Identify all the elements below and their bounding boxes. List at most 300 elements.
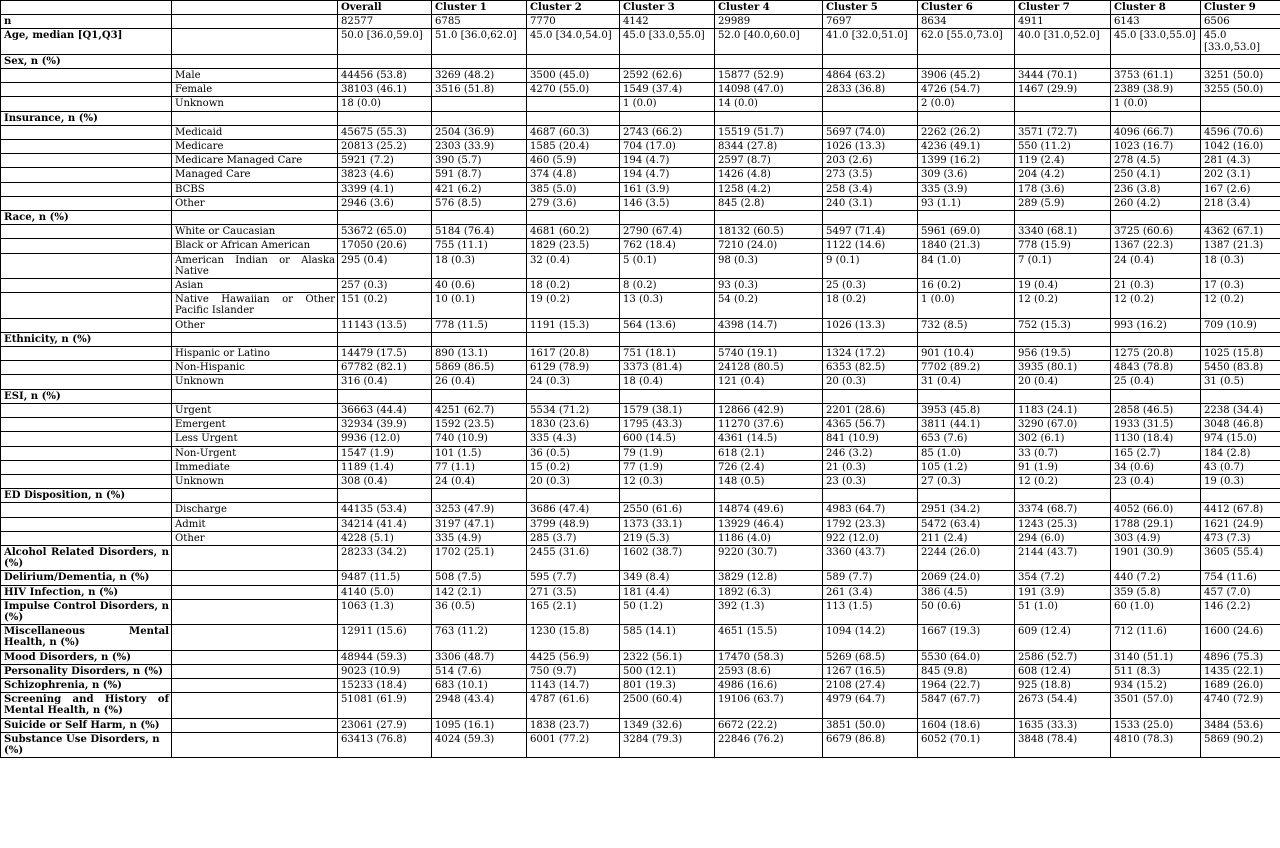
value-cell: 2144 (43.7) bbox=[1015, 545, 1111, 570]
value-cell: 3906 (45.2) bbox=[918, 69, 1015, 83]
row-sublabel bbox=[172, 211, 338, 225]
value-cell: 9 (0.1) bbox=[823, 253, 918, 278]
value-cell bbox=[1015, 97, 1111, 111]
value-cell: 801 (19.3) bbox=[620, 678, 715, 692]
value-cell: 281 (4.3) bbox=[1201, 154, 1280, 168]
row-label bbox=[1, 69, 172, 83]
value-cell: 585 (14.1) bbox=[620, 625, 715, 650]
value-cell: 3360 (43.7) bbox=[823, 545, 918, 570]
value-cell: 77 (1.1) bbox=[432, 460, 527, 474]
value-cell: 1579 (38.1) bbox=[620, 403, 715, 417]
value-cell: 1549 (37.4) bbox=[620, 83, 715, 97]
row-sublabel: Discharge bbox=[172, 503, 338, 517]
value-cell: 19106 (63.7) bbox=[715, 693, 823, 718]
value-cell: 28233 (34.2) bbox=[338, 545, 432, 570]
row-label bbox=[1, 432, 172, 446]
value-cell: 13 (0.3) bbox=[620, 293, 715, 318]
value-cell: 591 (8.7) bbox=[432, 168, 527, 182]
value-cell: 2238 (34.4) bbox=[1201, 403, 1280, 417]
value-cell: 751 (18.1) bbox=[620, 347, 715, 361]
value-cell: 1547 (1.9) bbox=[338, 446, 432, 460]
header-sublabel-cell bbox=[172, 1, 338, 15]
value-cell: 36 (0.5) bbox=[527, 446, 620, 460]
value-cell: 93 (0.3) bbox=[715, 279, 823, 293]
value-cell: 1 (0.0) bbox=[620, 97, 715, 111]
value-cell: 2504 (36.9) bbox=[432, 125, 527, 139]
value-cell: 600 (14.5) bbox=[620, 432, 715, 446]
table-row bbox=[1, 625, 1280, 650]
value-cell: 1230 (15.8) bbox=[527, 625, 620, 650]
column-header: Overall bbox=[338, 1, 432, 15]
value-cell: 2673 (54.4) bbox=[1015, 693, 1111, 718]
table-row bbox=[1, 418, 1280, 432]
value-cell: 4911 bbox=[1015, 15, 1111, 29]
value-cell: 712 (11.6) bbox=[1111, 625, 1201, 650]
value-cell: 5921 (7.2) bbox=[338, 154, 432, 168]
value-cell: 595 (7.7) bbox=[527, 571, 620, 585]
value-cell bbox=[620, 389, 715, 403]
value-cell: 2743 (66.2) bbox=[620, 125, 715, 139]
value-cell bbox=[1201, 54, 1280, 68]
value-cell: 34 (0.6) bbox=[1111, 460, 1201, 474]
value-cell: 44135 (53.4) bbox=[338, 503, 432, 517]
row-sublabel bbox=[172, 545, 338, 570]
row-label bbox=[1, 474, 172, 488]
row-sublabel: Medicare bbox=[172, 140, 338, 154]
value-cell: 29989 bbox=[715, 15, 823, 29]
value-cell: 1324 (17.2) bbox=[823, 347, 918, 361]
value-cell: 23 (0.4) bbox=[1111, 474, 1201, 488]
value-cell: 1830 (23.6) bbox=[527, 418, 620, 432]
value-cell: 21 (0.3) bbox=[1111, 279, 1201, 293]
value-cell: 45.0 [34.0,54.0] bbox=[527, 29, 620, 54]
table-row bbox=[1, 347, 1280, 361]
value-cell: 1838 (23.7) bbox=[527, 718, 620, 732]
value-cell bbox=[823, 389, 918, 403]
value-cell: 51.0 [36.0,62.0] bbox=[432, 29, 527, 54]
value-cell: 4270 (55.0) bbox=[527, 83, 620, 97]
value-cell: 618 (2.1) bbox=[715, 446, 823, 460]
value-cell bbox=[1111, 111, 1201, 125]
column-header: Cluster 8 bbox=[1111, 1, 1201, 15]
value-cell bbox=[1111, 332, 1201, 346]
value-cell bbox=[432, 489, 527, 503]
value-cell: 93 (1.1) bbox=[918, 196, 1015, 210]
value-cell: 4979 (64.7) bbox=[823, 693, 918, 718]
value-cell: 54 (0.2) bbox=[715, 293, 823, 318]
value-cell: 514 (7.6) bbox=[432, 664, 527, 678]
value-cell: 740 (10.9) bbox=[432, 432, 527, 446]
value-cell: 421 (6.2) bbox=[432, 182, 527, 196]
column-header: Cluster 1 bbox=[432, 1, 527, 15]
value-cell: 285 (3.7) bbox=[527, 531, 620, 545]
value-cell bbox=[1201, 97, 1280, 111]
table-row bbox=[1, 182, 1280, 196]
value-cell: 3686 (47.4) bbox=[527, 503, 620, 517]
value-cell bbox=[918, 111, 1015, 125]
value-cell: 6672 (22.2) bbox=[715, 718, 823, 732]
value-cell: 7 (0.1) bbox=[1015, 253, 1111, 278]
value-cell bbox=[823, 97, 918, 111]
value-cell: 374 (4.8) bbox=[527, 168, 620, 182]
value-cell: 7697 bbox=[823, 15, 918, 29]
value-cell: 1042 (16.0) bbox=[1201, 140, 1280, 154]
value-cell: 3284 (79.3) bbox=[620, 732, 715, 757]
value-cell: 5740 (19.1) bbox=[715, 347, 823, 361]
table-row bbox=[1, 571, 1280, 585]
value-cell bbox=[432, 111, 527, 125]
value-cell: 101 (1.5) bbox=[432, 446, 527, 460]
value-cell: 2069 (24.0) bbox=[918, 571, 1015, 585]
row-label bbox=[1, 239, 172, 253]
value-cell: 5869 (90.2) bbox=[1201, 732, 1280, 757]
value-cell: 146 (3.5) bbox=[620, 196, 715, 210]
row-sublabel: Less Urgent bbox=[172, 432, 338, 446]
value-cell bbox=[527, 54, 620, 68]
value-cell bbox=[918, 389, 1015, 403]
value-cell: 609 (12.4) bbox=[1015, 625, 1111, 650]
value-cell: 36 (0.5) bbox=[432, 599, 527, 624]
value-cell: 24 (0.3) bbox=[527, 375, 620, 389]
table-row bbox=[1, 125, 1280, 139]
row-label bbox=[1, 83, 172, 97]
value-cell: 25 (0.3) bbox=[823, 279, 918, 293]
value-cell: 1373 (33.1) bbox=[620, 517, 715, 531]
row-sublabel bbox=[172, 571, 338, 585]
value-cell bbox=[527, 111, 620, 125]
value-cell bbox=[715, 111, 823, 125]
value-cell: 18 (0.3) bbox=[1201, 253, 1280, 278]
value-cell: 2790 (67.4) bbox=[620, 225, 715, 239]
value-cell: 151 (0.2) bbox=[338, 293, 432, 318]
value-cell: 440 (7.2) bbox=[1111, 571, 1201, 585]
value-cell: 1792 (23.3) bbox=[823, 517, 918, 531]
row-sublabel bbox=[172, 732, 338, 757]
table-row bbox=[1, 650, 1280, 664]
row-sublabel: Other bbox=[172, 196, 338, 210]
value-cell: 4096 (66.7) bbox=[1111, 125, 1201, 139]
value-cell: 576 (8.5) bbox=[432, 196, 527, 210]
table-row bbox=[1, 196, 1280, 210]
row-sublabel: Black or African American bbox=[172, 239, 338, 253]
row-sublabel: White or Caucasian bbox=[172, 225, 338, 239]
value-cell: 5 (0.1) bbox=[620, 253, 715, 278]
value-cell: 51081 (61.9) bbox=[338, 693, 432, 718]
value-cell bbox=[1015, 54, 1111, 68]
row-label: Miscellaneous Mental Health, n (%) bbox=[1, 625, 172, 650]
value-cell: 60 (1.0) bbox=[1111, 599, 1201, 624]
value-cell bbox=[1015, 332, 1111, 346]
value-cell: 26 (0.4) bbox=[432, 375, 527, 389]
value-cell: 3848 (78.4) bbox=[1015, 732, 1111, 757]
header-label-cell bbox=[1, 1, 172, 15]
value-cell: 2389 (38.9) bbox=[1111, 83, 1201, 97]
row-label bbox=[1, 293, 172, 318]
table-row bbox=[1, 83, 1280, 97]
value-cell: 15 (0.2) bbox=[527, 460, 620, 474]
value-cell: 7770 bbox=[527, 15, 620, 29]
value-cell: 473 (7.3) bbox=[1201, 531, 1280, 545]
value-cell: 4398 (14.7) bbox=[715, 318, 823, 332]
value-cell: 4140 (5.0) bbox=[338, 585, 432, 599]
value-cell: 14874 (49.6) bbox=[715, 503, 823, 517]
row-label: Mood Disorders, n (%) bbox=[1, 650, 172, 664]
value-cell: 2201 (28.6) bbox=[823, 403, 918, 417]
table-row bbox=[1, 318, 1280, 332]
value-cell: 257 (0.3) bbox=[338, 279, 432, 293]
value-cell: 15233 (18.4) bbox=[338, 678, 432, 692]
value-cell: 754 (11.6) bbox=[1201, 571, 1280, 585]
value-cell bbox=[1015, 389, 1111, 403]
value-cell: 4052 (66.0) bbox=[1111, 503, 1201, 517]
value-cell: 1243 (25.3) bbox=[1015, 517, 1111, 531]
value-cell: 165 (2.1) bbox=[527, 599, 620, 624]
value-cell bbox=[823, 332, 918, 346]
value-cell: 974 (15.0) bbox=[1201, 432, 1280, 446]
value-cell: 1143 (14.7) bbox=[527, 678, 620, 692]
value-cell: 762 (18.4) bbox=[620, 239, 715, 253]
value-cell: 653 (7.6) bbox=[918, 432, 1015, 446]
row-sublabel: Hispanic or Latino bbox=[172, 347, 338, 361]
value-cell bbox=[527, 489, 620, 503]
value-cell: 1435 (22.1) bbox=[1201, 664, 1280, 678]
table-row bbox=[1, 239, 1280, 253]
table-row bbox=[1, 403, 1280, 417]
value-cell: 303 (4.9) bbox=[1111, 531, 1201, 545]
value-cell: 50 (0.6) bbox=[918, 599, 1015, 624]
value-cell: 1585 (20.4) bbox=[527, 140, 620, 154]
value-cell bbox=[620, 211, 715, 225]
value-cell: 841 (10.9) bbox=[823, 432, 918, 446]
row-label bbox=[1, 279, 172, 293]
value-cell: 589 (7.7) bbox=[823, 571, 918, 585]
value-cell: 1617 (20.8) bbox=[527, 347, 620, 361]
value-cell: 3269 (48.2) bbox=[432, 69, 527, 83]
row-sublabel bbox=[172, 718, 338, 732]
value-cell: 5472 (63.4) bbox=[918, 517, 1015, 531]
value-cell: 3253 (47.9) bbox=[432, 503, 527, 517]
value-cell: 5450 (83.8) bbox=[1201, 361, 1280, 375]
value-cell: 3799 (48.9) bbox=[527, 517, 620, 531]
row-label bbox=[1, 375, 172, 389]
row-label: Delirium/Dementia, n (%) bbox=[1, 571, 172, 585]
value-cell: 258 (3.4) bbox=[823, 182, 918, 196]
row-label bbox=[1, 403, 172, 417]
value-cell: 3753 (61.1) bbox=[1111, 69, 1201, 83]
value-cell: 2455 (31.6) bbox=[527, 545, 620, 570]
value-cell: 219 (5.3) bbox=[620, 531, 715, 545]
value-cell: 4787 (61.6) bbox=[527, 693, 620, 718]
value-cell: 178 (3.6) bbox=[1015, 182, 1111, 196]
value-cell: 9487 (11.5) bbox=[338, 571, 432, 585]
value-cell bbox=[1111, 389, 1201, 403]
value-cell: 1186 (4.0) bbox=[715, 531, 823, 545]
value-cell: 4896 (75.3) bbox=[1201, 650, 1280, 664]
table-row bbox=[1, 693, 1280, 718]
value-cell: 3374 (68.7) bbox=[1015, 503, 1111, 517]
table-row bbox=[1, 718, 1280, 732]
table-row bbox=[1, 279, 1280, 293]
value-cell bbox=[1015, 111, 1111, 125]
value-cell: 10 (0.1) bbox=[432, 293, 527, 318]
value-cell: 993 (16.2) bbox=[1111, 318, 1201, 332]
value-cell: 25 (0.4) bbox=[1111, 375, 1201, 389]
value-cell: 6129 (78.9) bbox=[527, 361, 620, 375]
value-cell: 20 (0.4) bbox=[1015, 375, 1111, 389]
value-cell: 1901 (30.9) bbox=[1111, 545, 1201, 570]
value-cell bbox=[620, 54, 715, 68]
value-cell: 279 (3.6) bbox=[527, 196, 620, 210]
column-header: Cluster 4 bbox=[715, 1, 823, 15]
value-cell: 4864 (63.2) bbox=[823, 69, 918, 83]
value-cell: 45.0 [33.0,55.0] bbox=[1111, 29, 1201, 54]
value-cell: 45675 (55.3) bbox=[338, 125, 432, 139]
row-sublabel: Male bbox=[172, 69, 338, 83]
value-cell: 4361 (14.5) bbox=[715, 432, 823, 446]
value-cell: 146 (2.2) bbox=[1201, 599, 1280, 624]
row-sublabel: Unknown bbox=[172, 474, 338, 488]
value-cell: 165 (2.7) bbox=[1111, 446, 1201, 460]
value-cell bbox=[918, 332, 1015, 346]
value-cell: 608 (12.4) bbox=[1015, 664, 1111, 678]
value-cell bbox=[338, 211, 432, 225]
value-cell: 12 (0.2) bbox=[1015, 293, 1111, 318]
row-sublabel bbox=[172, 599, 338, 624]
value-cell: 6506 bbox=[1201, 15, 1280, 29]
value-cell: 52.0 [40.0,60.0] bbox=[715, 29, 823, 54]
value-cell bbox=[1111, 489, 1201, 503]
row-label bbox=[1, 253, 172, 278]
value-cell: 1600 (24.6) bbox=[1201, 625, 1280, 650]
value-cell: 6785 bbox=[432, 15, 527, 29]
row-sublabel bbox=[172, 489, 338, 503]
value-cell bbox=[715, 489, 823, 503]
row-label: Age, median [Q1,Q3] bbox=[1, 29, 172, 54]
value-cell: 62.0 [55.0,73.0] bbox=[918, 29, 1015, 54]
table-row bbox=[1, 253, 1280, 278]
value-cell bbox=[527, 332, 620, 346]
table-row bbox=[1, 15, 1280, 29]
value-cell: 683 (10.1) bbox=[432, 678, 527, 692]
value-cell: 2833 (36.8) bbox=[823, 83, 918, 97]
value-cell: 1095 (16.1) bbox=[432, 718, 527, 732]
value-cell: 27 (0.3) bbox=[918, 474, 1015, 488]
value-cell: 4843 (78.8) bbox=[1111, 361, 1201, 375]
value-cell: 3048 (46.8) bbox=[1201, 418, 1280, 432]
row-sublabel bbox=[172, 29, 338, 54]
value-cell: 44456 (53.8) bbox=[338, 69, 432, 83]
value-cell: 2597 (8.7) bbox=[715, 154, 823, 168]
value-cell: 51 (1.0) bbox=[1015, 599, 1111, 624]
value-cell: 3571 (72.7) bbox=[1015, 125, 1111, 139]
row-label: Schizophrenia, n (%) bbox=[1, 678, 172, 692]
value-cell: 17050 (20.6) bbox=[338, 239, 432, 253]
value-cell: 12 (0.2) bbox=[1015, 474, 1111, 488]
value-cell: 564 (13.6) bbox=[620, 318, 715, 332]
value-cell: 295 (0.4) bbox=[338, 253, 432, 278]
value-cell: 1602 (38.7) bbox=[620, 545, 715, 570]
table-row bbox=[1, 389, 1280, 403]
row-label: Impulse Control Disorders, n (%) bbox=[1, 599, 172, 624]
table-row bbox=[1, 432, 1280, 446]
value-cell bbox=[918, 54, 1015, 68]
value-cell: 1025 (15.8) bbox=[1201, 347, 1280, 361]
row-label bbox=[1, 460, 172, 474]
table-row bbox=[1, 97, 1280, 111]
value-cell: 105 (1.2) bbox=[918, 460, 1015, 474]
row-sublabel: Non-Hispanic bbox=[172, 361, 338, 375]
value-cell: 8634 bbox=[918, 15, 1015, 29]
value-cell: 3373 (81.4) bbox=[620, 361, 715, 375]
value-cell: 11270 (37.6) bbox=[715, 418, 823, 432]
value-cell: 5530 (64.0) bbox=[918, 650, 1015, 664]
value-cell: 203 (2.6) bbox=[823, 154, 918, 168]
value-cell bbox=[620, 489, 715, 503]
value-cell: 4687 (60.3) bbox=[527, 125, 620, 139]
value-cell: 18 (0.4) bbox=[620, 375, 715, 389]
value-cell: 2244 (26.0) bbox=[918, 545, 1015, 570]
value-cell: 16 (0.2) bbox=[918, 279, 1015, 293]
value-cell: 4596 (70.6) bbox=[1201, 125, 1280, 139]
value-cell: 4740 (72.9) bbox=[1201, 693, 1280, 718]
value-cell: 778 (15.9) bbox=[1015, 239, 1111, 253]
row-label bbox=[1, 318, 172, 332]
value-cell: 12 (0.3) bbox=[620, 474, 715, 488]
value-cell: 32934 (39.9) bbox=[338, 418, 432, 432]
value-cell bbox=[338, 332, 432, 346]
value-cell: 1667 (19.3) bbox=[918, 625, 1015, 650]
value-cell bbox=[1201, 111, 1280, 125]
value-cell: 191 (3.9) bbox=[1015, 585, 1111, 599]
value-cell: 12866 (42.9) bbox=[715, 403, 823, 417]
value-cell: 119 (2.4) bbox=[1015, 154, 1111, 168]
value-cell: 2946 (3.6) bbox=[338, 196, 432, 210]
value-cell: 5869 (86.5) bbox=[432, 361, 527, 375]
row-label: Alcohol Related Disorders, n (%) bbox=[1, 545, 172, 570]
value-cell: 4362 (67.1) bbox=[1201, 225, 1280, 239]
header-row bbox=[1, 1, 1280, 15]
value-cell bbox=[527, 97, 620, 111]
value-cell bbox=[1201, 489, 1280, 503]
row-sublabel bbox=[172, 693, 338, 718]
table-row bbox=[1, 732, 1280, 757]
table-row bbox=[1, 489, 1280, 503]
row-sublabel: Emergent bbox=[172, 418, 338, 432]
row-label bbox=[1, 97, 172, 111]
value-cell: 901 (10.4) bbox=[918, 347, 1015, 361]
value-cell: 1267 (16.5) bbox=[823, 664, 918, 678]
value-cell: 1023 (16.7) bbox=[1111, 140, 1201, 154]
value-cell: 18132 (60.5) bbox=[715, 225, 823, 239]
value-cell: 3823 (4.6) bbox=[338, 168, 432, 182]
value-cell: 1258 (4.2) bbox=[715, 182, 823, 196]
value-cell: 7210 (24.0) bbox=[715, 239, 823, 253]
value-cell: 3255 (50.0) bbox=[1201, 83, 1280, 97]
value-cell: 2593 (8.6) bbox=[715, 664, 823, 678]
row-label bbox=[1, 503, 172, 517]
table-row bbox=[1, 446, 1280, 460]
value-cell: 1467 (29.9) bbox=[1015, 83, 1111, 97]
column-header: Cluster 9 bbox=[1201, 1, 1280, 15]
value-cell: 85 (1.0) bbox=[918, 446, 1015, 460]
value-cell: 260 (4.2) bbox=[1111, 196, 1201, 210]
value-cell: 6143 bbox=[1111, 15, 1201, 29]
table-row bbox=[1, 69, 1280, 83]
column-header: Cluster 7 bbox=[1015, 1, 1111, 15]
value-cell: 43 (0.7) bbox=[1201, 460, 1280, 474]
value-cell: 308 (0.4) bbox=[338, 474, 432, 488]
row-label bbox=[1, 182, 172, 196]
